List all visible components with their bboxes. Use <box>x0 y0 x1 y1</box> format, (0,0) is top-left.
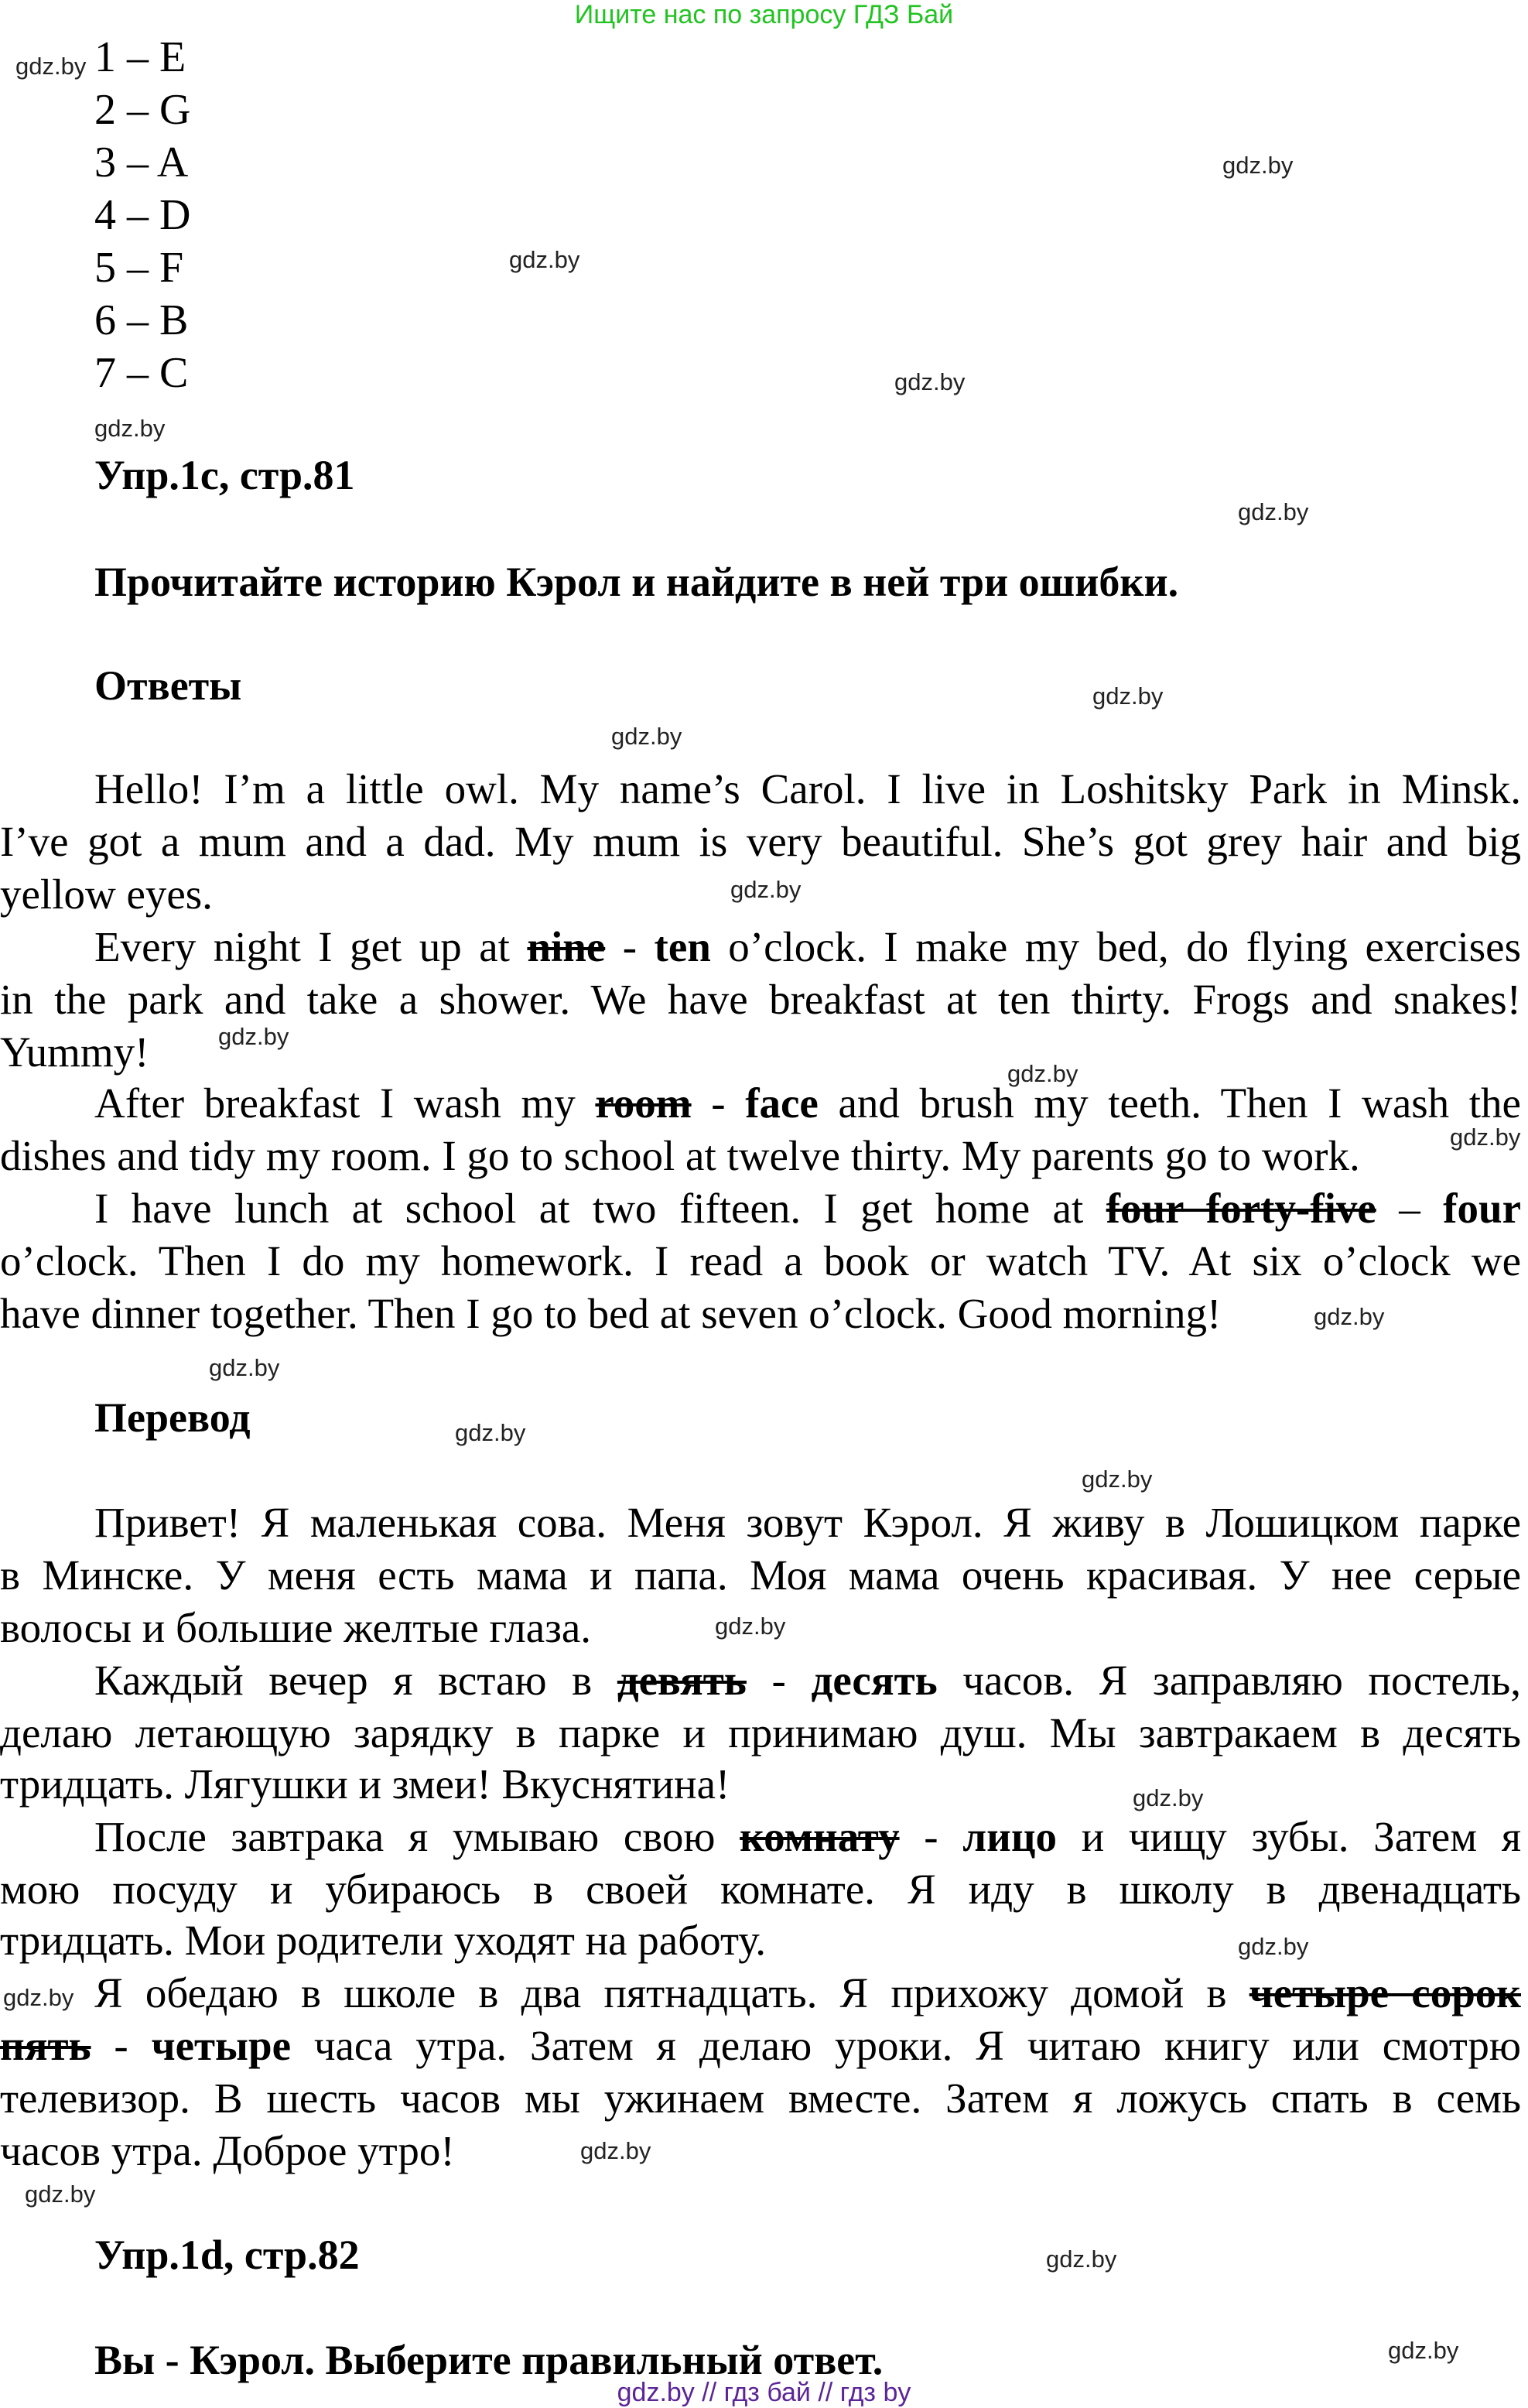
text-segment: o’clock. I make my bed, do flying exercises <box>710 923 1521 970</box>
gdz-watermark: gdz.by <box>209 1354 280 1381</box>
answers-heading: Ответы <box>94 662 242 709</box>
text-segment: and brush my teeth. Then I wash the <box>818 1079 1521 1127</box>
struck-wrong-word: комнату <box>740 1813 900 1860</box>
text-segment: Yummy! <box>0 1028 149 1076</box>
english-line <box>94 1182 1521 1235</box>
struck-wrong-word: четыре сорок <box>1249 1969 1521 2016</box>
list-item: 3 – A <box>94 139 189 186</box>
english-line <box>0 1130 1521 1182</box>
russian-line <box>94 1654 1521 1707</box>
corrected-word: ten <box>654 923 711 970</box>
exercise-1d-task: Вы - Кэрол. Выберите правильный ответ. <box>94 2337 884 2383</box>
text-segment: После завтрака я умываю свою <box>94 1813 740 1860</box>
list-item: 1 – E <box>94 33 186 81</box>
gdz-watermark: gdz.by <box>1238 498 1309 525</box>
text-segment: телевизор. В шесть часов мы ужинаем вместе. Затем я ложусь спать в семь <box>0 2075 1521 2122</box>
gdz-watermark: gdz.by <box>455 1419 526 1446</box>
text-segment: и чищу зубы. Затем я <box>1057 1813 1521 1860</box>
struck-wrong-word: пять <box>0 2022 91 2069</box>
text-segment: dishes and tidy my room. I go to school at twelve thirty. My parents go to work. <box>0 1132 1360 1179</box>
list-item: 5 – F <box>94 244 184 292</box>
russian-line <box>0 1707 1521 1760</box>
text-segment: Каждый вечер я встаю в <box>94 1657 617 1704</box>
struck-wrong-word: four forty-five <box>1106 1185 1376 1232</box>
exercise-1c-task: Прочитайте историю Кэрол и найдите в ней три ошибки. <box>94 559 1179 605</box>
russian-line <box>0 2125 1521 2177</box>
english-line <box>94 921 1521 973</box>
english-line <box>0 816 1521 868</box>
gdz-watermark: gdz.by <box>218 1023 289 1050</box>
text-segment: делаю летающую зарядку в парке и принимаю душ. Мы завтракаем в десять <box>0 1709 1521 1756</box>
gdz-watermark: gdz.by <box>1046 2246 1117 2273</box>
gdz-watermark: gdz.by <box>1450 1124 1521 1151</box>
english-line <box>0 1288 1521 1340</box>
gdz-watermark: gdz.by <box>580 2137 651 2164</box>
text-segment: волосы и большие желтые глаза. <box>0 1604 592 1651</box>
russian-line <box>94 1811 1521 1863</box>
text-segment: have dinner together. Then I go to bed at seven o’clock. Good morning! <box>0 1290 1222 1337</box>
struck-wrong-word: nine <box>527 923 606 970</box>
text-segment: I’ve got a mum and a dad. My mum is very beautiful. She’s got grey hair and big <box>0 818 1521 865</box>
list-item: 6 – B <box>94 296 189 344</box>
translation-heading: Перевод <box>94 1394 251 1441</box>
gdz-watermark: gdz.by <box>25 2181 96 2208</box>
text-segment: Я обедаю в школе в два пятнадцать. Я прихожу домой в <box>94 1969 1249 2016</box>
exercise-1c-title: Упр.1с, стр.81 <box>94 452 355 498</box>
text-segment: yellow eyes. <box>0 871 213 918</box>
text-segment: Every night I get up at <box>94 923 528 970</box>
text-segment: часа утра. Затем я делаю уроки. Я читаю книгу или смотрю <box>290 2022 1521 2069</box>
text-segment: - <box>691 1079 746 1127</box>
text-segment: в Минске. У меня есть мама и папа. Моя мама очень красивая. У нее серые <box>0 1551 1521 1599</box>
corrected-word: face <box>745 1079 819 1127</box>
russian-line <box>0 1549 1521 1602</box>
text-segment: Hello! I’m a little owl. My name’s Carol. I live in Loshitsky Park in Minsk. <box>94 765 1521 812</box>
list-item: 4 – D <box>94 191 191 239</box>
gdz-watermark: gdz.by <box>1082 1466 1153 1493</box>
text-segment: тридцать. Мои родители уходят на работу. <box>0 1917 766 1964</box>
text-segment: мою посуду и убираюсь в своей комнате. Я иду в школу в двенадцать <box>0 1866 1521 1913</box>
text-segment: часов утра. Доброе утро! <box>0 2127 455 2174</box>
gdz-watermark: gdz.by <box>1238 1933 1309 1960</box>
text-segment: – <box>1376 1185 1444 1232</box>
russian-line <box>0 1863 1521 1916</box>
gdz-watermark: gdz.by <box>715 1613 786 1640</box>
gdz-watermark: gdz.by <box>1092 682 1164 710</box>
text-segment: o’clock. Then I do my homework. I read a book or watch TV. At six o’clock we <box>0 1237 1521 1284</box>
corrected-word: four <box>1443 1185 1521 1232</box>
text-segment: тридцать. Лягушки и змеи! Вкуснятина! <box>0 1760 730 1808</box>
gdz-watermark: gdz.by <box>1222 152 1294 179</box>
text-segment: - <box>91 2022 152 2069</box>
corrected-word: десять <box>811 1657 938 1704</box>
text-segment: in the park and take a shower. We have breakfast at ten thirty. Frogs and snakes! <box>0 976 1521 1023</box>
russian-line <box>0 2020 1521 2072</box>
gdz-watermark: gdz.by <box>894 368 966 395</box>
gdz-watermark: gdz.by <box>15 53 87 80</box>
exercise-1d-title: Упр.1d, стр.82 <box>94 2232 360 2278</box>
gdz-watermark: gdz.by <box>509 246 580 273</box>
list-item: 7 – C <box>94 349 189 397</box>
text-segment: часов. Я заправляю постель, <box>937 1657 1521 1704</box>
text-segment: Привет! Я маленькая сова. Меня зовут Кэрол. Я живу в Лошицком парке <box>94 1499 1521 1546</box>
text-segment: - <box>746 1657 812 1704</box>
list-item: 2 – G <box>94 86 191 134</box>
english-line <box>0 1235 1521 1288</box>
gdz-watermark: gdz.by <box>611 723 682 750</box>
corrected-word: четыре <box>151 2022 291 2069</box>
gdz-watermark: gdz.by <box>730 876 802 903</box>
gdz-watermark: gdz.by <box>1314 1303 1385 1330</box>
russian-line <box>0 1758 1521 1811</box>
footer-links[interactable]: gdz.by // гдз бай // гдз by <box>617 2378 911 2407</box>
gdz-watermark: gdz.by <box>3 1984 74 2011</box>
english-line <box>0 973 1521 1026</box>
russian-line <box>0 2072 1521 2125</box>
gdz-watermark: gdz.by <box>1007 1060 1078 1087</box>
struck-wrong-word: девять <box>617 1657 747 1704</box>
text-segment: I have lunch at school at two fifteen. I get home at <box>94 1185 1106 1232</box>
gdz-watermark: gdz.by <box>1133 1784 1204 1811</box>
search-banner[interactable]: Ищите нас по запросу ГДЗ Бай <box>574 0 954 29</box>
struck-wrong-word: room <box>595 1079 692 1127</box>
russian-line <box>94 1496 1521 1549</box>
gdz-watermark: gdz.by <box>94 415 166 442</box>
english-line <box>94 763 1521 816</box>
text-segment: - <box>605 923 655 970</box>
english-line <box>94 1077 1521 1130</box>
text-segment: After breakfast I wash my <box>94 1079 596 1127</box>
corrected-word: лицо <box>962 1813 1058 1860</box>
gdz-watermark: gdz.by <box>1388 2337 1459 2364</box>
russian-line <box>94 1967 1521 2020</box>
text-segment: - <box>899 1813 963 1860</box>
